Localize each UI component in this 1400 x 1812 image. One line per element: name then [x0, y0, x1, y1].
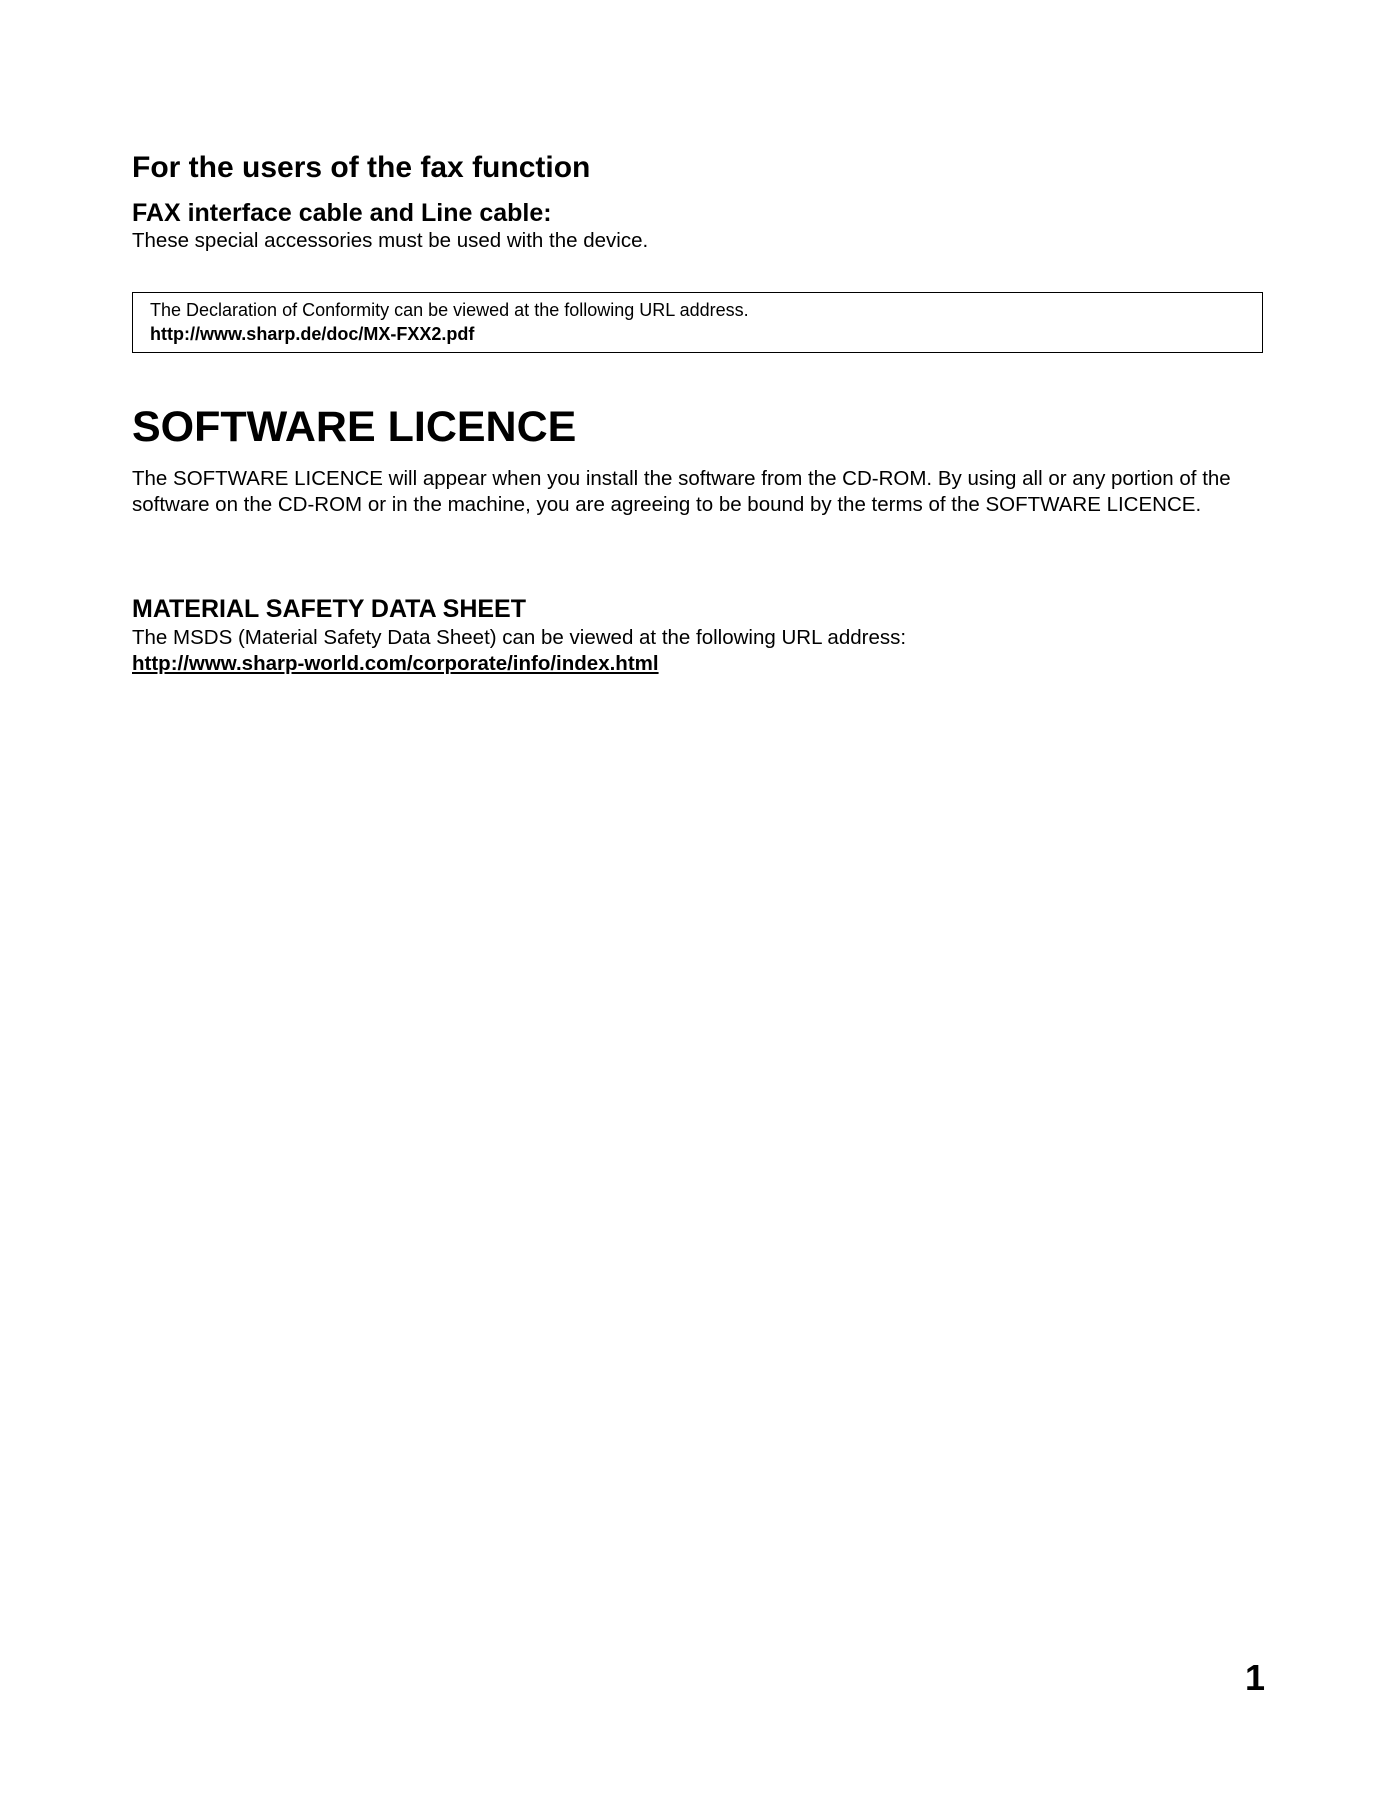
declaration-text: The Declaration of Conformity can be viewed at the following URL address.: [150, 300, 749, 320]
declaration-of-conformity-box: [132, 292, 1263, 353]
declaration-url: http://www.sharp.de/doc/MX-FXX2.pdf: [150, 324, 475, 344]
fax-cable-text: These special accessories must be used with the device.: [132, 229, 649, 252]
software-licence-heading: SOFTWARE LICENCE: [132, 403, 577, 451]
fax-section-heading: For the users of the fax function: [132, 151, 591, 184]
document-page: [132, 0, 1265, 1812]
msds-url-link[interactable]: http://www.sharp-world.com/corporate/info/index.html: [132, 652, 659, 675]
page-number: 1: [1244, 1657, 1265, 1698]
software-licence-text: The SOFTWARE LICENCE will appear when you install the software from the CD-ROM. By using all or any portion of the software on the CD-ROM or in the machine, you are agreeing to be bound by the terms of the SOFTWARE LICENCE.: [132, 467, 1231, 516]
msds-text: The MSDS (Material Safety Data Sheet) can be viewed at the following URL address:: [132, 626, 907, 649]
fax-cable-subheading: FAX interface cable and Line cable:: [132, 199, 552, 227]
msds-heading: MATERIAL SAFETY DATA SHEET: [132, 595, 526, 623]
